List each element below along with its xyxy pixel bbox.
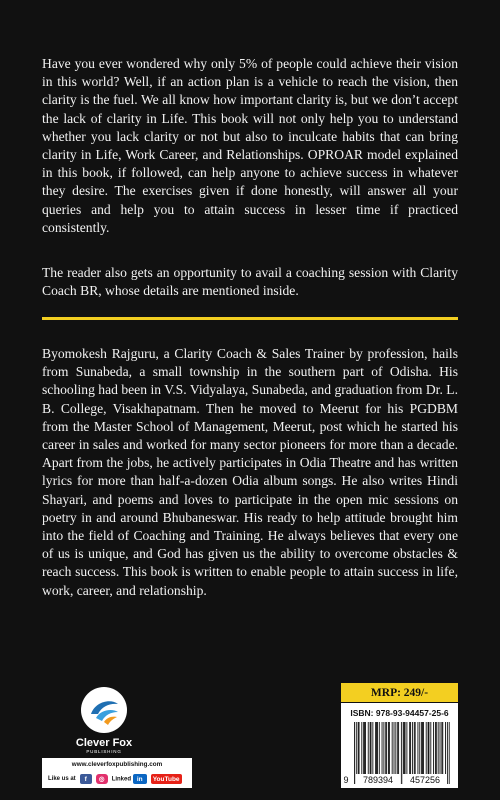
linkedin-icon: in bbox=[133, 774, 147, 784]
isbn-number: ISBN: 978-93-94457-25-6 bbox=[350, 708, 449, 718]
blurb-paragraph-1: Have you ever wondered why only 5% of people could achieve their vision in this world? Well, if an action plan is a vehicle to reach the vision, then clarity is the fuel. We all know how important clarity is, but we don’t accept the lack of clarity in Life. This book will not only help you to understand whether you lack clarity or not but also to inculcate habits that can bring clarity in Life, Work Career, and Relationships. OPROAR model explained in this book, if followed, can help anyone to achieve success in whatever they desire. The exercises given if done honestly, will answer all your queries and help you to attain success in lesser time if practiced consistently. bbox=[42, 56, 458, 235]
isbn-panel bbox=[341, 703, 458, 788]
publisher-info-bar bbox=[42, 758, 192, 788]
social-label: Like us at bbox=[48, 776, 76, 782]
author-bio: Byomokesh Rajguru, a Clarity Coach & Sales Trainer by profession, hails from Sunabeda, a small township in the southern part of Odisha. His schooling had been in V.S. Vidyalaya, Sunabeda, and graduation from Dr. L. B. College, Visakhapatnam. Then he moved to Meerut for his PGDBM from the Master School of Management, Meerut, post which he started his career in sales and worked for many sector pioneers for more than a decade. Apart from the jobs, he actively participates in Odia Theatre and has written lyrics for more than half-a-dozen Odia album songs. He also writes Hindi Shayari, and poems and loves to participate in the open mic sessions on poetry in and around Bhubaneswar. His ready to help attitude brought him into the field of Coaching and Training. He always believes that every one of us is unique, and God has given us the ability to overcome obstacles & reach success. This book is written to enable people to attain success in life, work, career, and relationship. bbox=[42, 346, 458, 598]
social-links bbox=[48, 773, 182, 785]
publisher-tagline: PUBLISHING bbox=[86, 749, 122, 754]
clever-fox-logo-icon bbox=[80, 686, 128, 734]
mrp-price: MRP: 249/- bbox=[341, 683, 458, 702]
youtube-icon[interactable]: YouTube bbox=[152, 775, 180, 783]
facebook-icon[interactable]: f bbox=[80, 774, 92, 784]
barcode-right-digits: 457256 bbox=[403, 774, 447, 786]
blurb-paragraph-2: The reader also gets an opportunity to avail a coaching session with Clarity Coach BR, whose details are mentioned inside. bbox=[42, 265, 458, 299]
publisher-name: Clever Fox bbox=[75, 737, 133, 749]
linkedin-label[interactable]: Linked in bbox=[112, 774, 147, 784]
divider-rule bbox=[42, 317, 458, 320]
barcode-left-digits: 789394 bbox=[356, 774, 400, 786]
instagram-icon[interactable]: ◎ bbox=[96, 774, 108, 784]
barcode-lead-digit: 9 bbox=[341, 774, 351, 786]
publisher-url[interactable]: www.cleverfoxpublishing.com bbox=[71, 761, 163, 768]
